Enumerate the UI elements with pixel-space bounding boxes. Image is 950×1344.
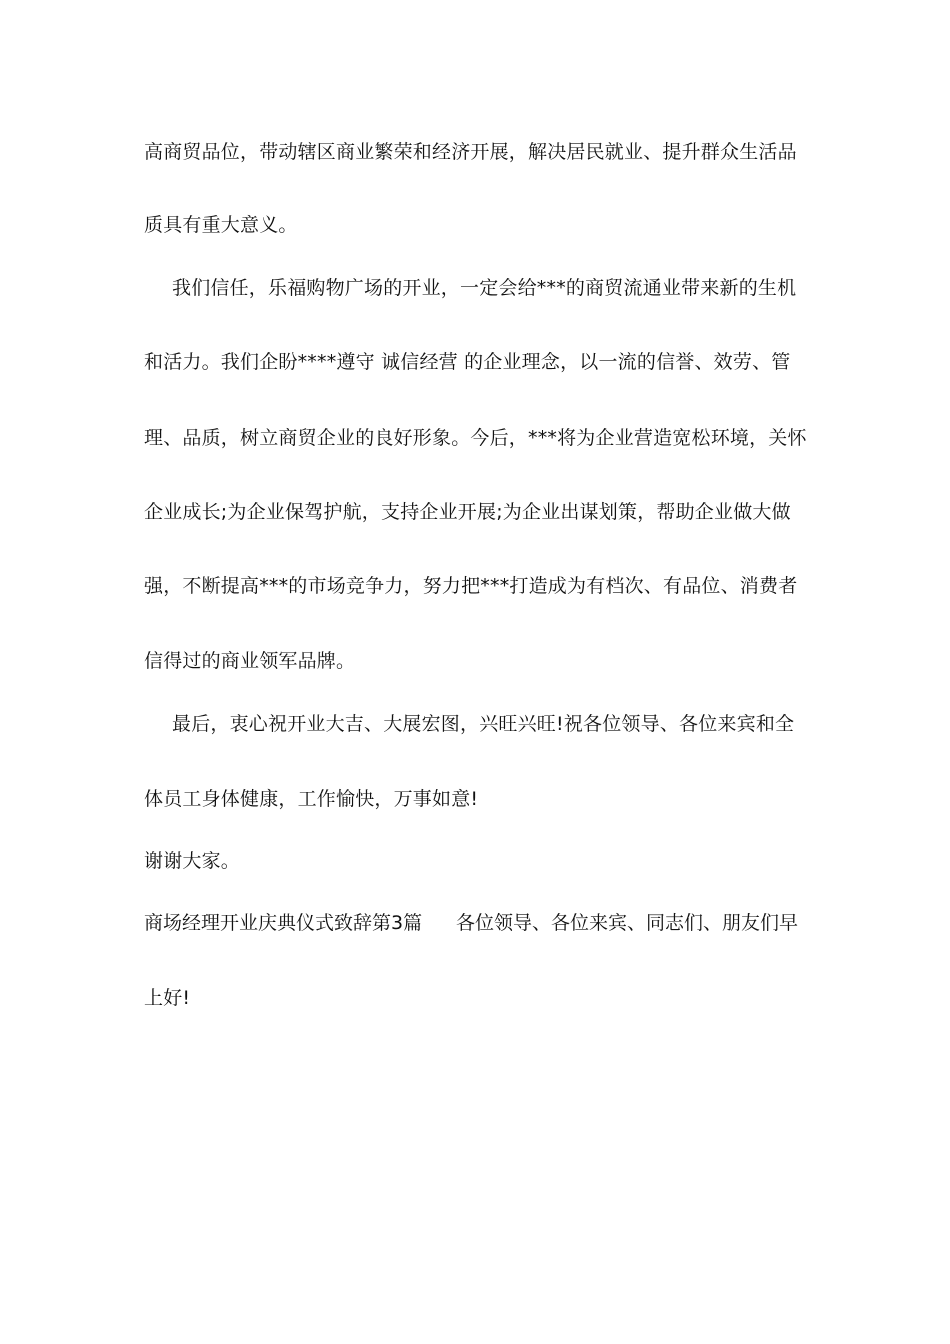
paragraph-2-line-2: 和活力。我们企盼****遵守 诚信经营 的企业理念，以一流的信誉、效劳、管: [144, 351, 791, 373]
paragraph-2-line-1: 我们信任，乐福购物广场的开业，一定会给***的商贸流通业带来新的生机: [172, 277, 797, 299]
section-title: 商场经理开业庆典仪式致辞第3篇: [144, 912, 423, 934]
paragraph-2-line-3: 理、品质，树立商贸企业的良好形象。今后，***将为企业营造宽松环境，关怀: [144, 427, 807, 449]
paragraph-2-line-5: 强，不断提高***的市场竞争力，努力把***打造成为有档次、有品位、消费者: [144, 575, 798, 597]
paragraph-1-line-1: 高商贸品位，带动辖区商业繁荣和经济开展，解决居民就业、提升群众生活品: [144, 141, 797, 163]
paragraph-3-line-1: 最后，衷心祝开业大吉、大展宏图，兴旺兴旺!祝各位领导、各位来宾和全: [172, 713, 795, 735]
paragraph-2-line-6: 信得过的商业领军品牌。: [144, 650, 356, 672]
paragraph-1-line-2: 质具有重大意义。: [144, 214, 298, 236]
paragraph-3-line-2: 体员工身体健康，工作愉快，万事如意!: [144, 788, 479, 810]
paragraph-2-line-4: 企业成长;为企业保驾护航，支持企业开展;为企业出谋划策，帮助企业做大做: [144, 501, 791, 523]
section-greeting-line-1: 各位领导、各位来宾、同志们、朋友们早: [456, 912, 799, 934]
thanks-line: 谢谢大家。: [144, 850, 241, 872]
section-greeting-line-2: 上好!: [144, 987, 191, 1009]
